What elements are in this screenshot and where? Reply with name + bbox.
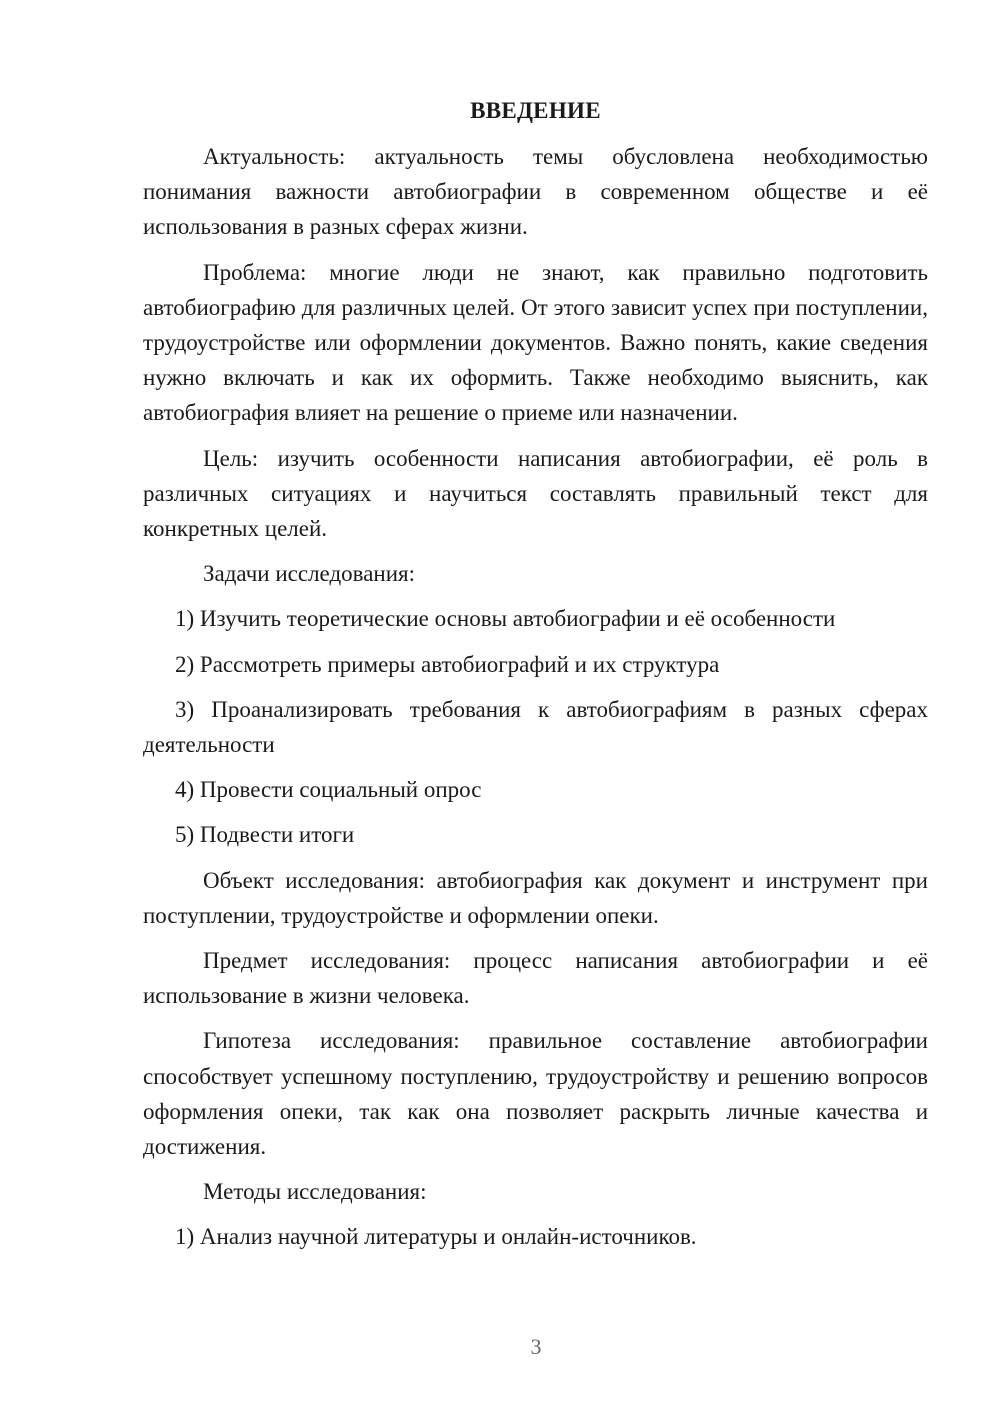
tasks-heading: Задачи исследования: — [203, 561, 416, 587]
section-title: ВВЕДЕНИЕ — [470, 98, 601, 123]
goal-paragraph: Цель: изучить особенности написания автобиографии, её роль в различных ситуациях и научиться составлять правильный текст для конкретных целей. — [143, 445, 928, 542]
task-item: 3) Проанализировать требования к автобиографиям в разных сферах деятельности — [143, 696, 928, 758]
object-paragraph: Объект исследования: автобиография как документ и инструмент при поступлении, трудоустройстве и оформлении опеки. — [143, 867, 928, 928]
subject-paragraph: Предмет исследования: процесс написания автобиографии и её использование в жизни человека. — [143, 948, 928, 1009]
page-number: 3 — [530, 1334, 542, 1359]
problem-paragraph: Проблема: многие люди не знают, как правильно подготовить автобиографию для различных целей. От этого зависит успех при поступлении, трудоустройстве или оформлении документов. Важно понять, какие сведения нужно включать и как их оформить. Также необходимо выяснить, как автобиография влияет на решение о приеме или назначении. — [143, 259, 928, 426]
task-item: 1) Изучить теоретические основы автобиографии и её особенности — [175, 606, 836, 632]
methods-heading: Методы исследования: — [203, 1179, 427, 1205]
task-item: 5) Подвести итоги — [175, 822, 355, 848]
relevance-paragraph: Актуальность: актуальность темы обусловлена необходимостью понимания важности автобиографии в современном обществе и её использования в разных сферах жизни. — [143, 144, 928, 240]
task-item: 2) Рассмотреть примеры автобиографий и их структура — [175, 651, 720, 677]
document-body — [143, 95, 928, 1265]
task-item: 4) Провести социальный опрос — [175, 777, 482, 803]
method-item: 1) Анализ научной литературы и онлайн-источников. — [175, 1224, 697, 1250]
hypothesis-paragraph: Гипотеза исследования: правильное составление автобиографии способствует успешному поступлению, трудоустройству и решению вопросов оформления опеки, так как она позволяет раскрыть личные качества и достижения. — [143, 1028, 928, 1160]
